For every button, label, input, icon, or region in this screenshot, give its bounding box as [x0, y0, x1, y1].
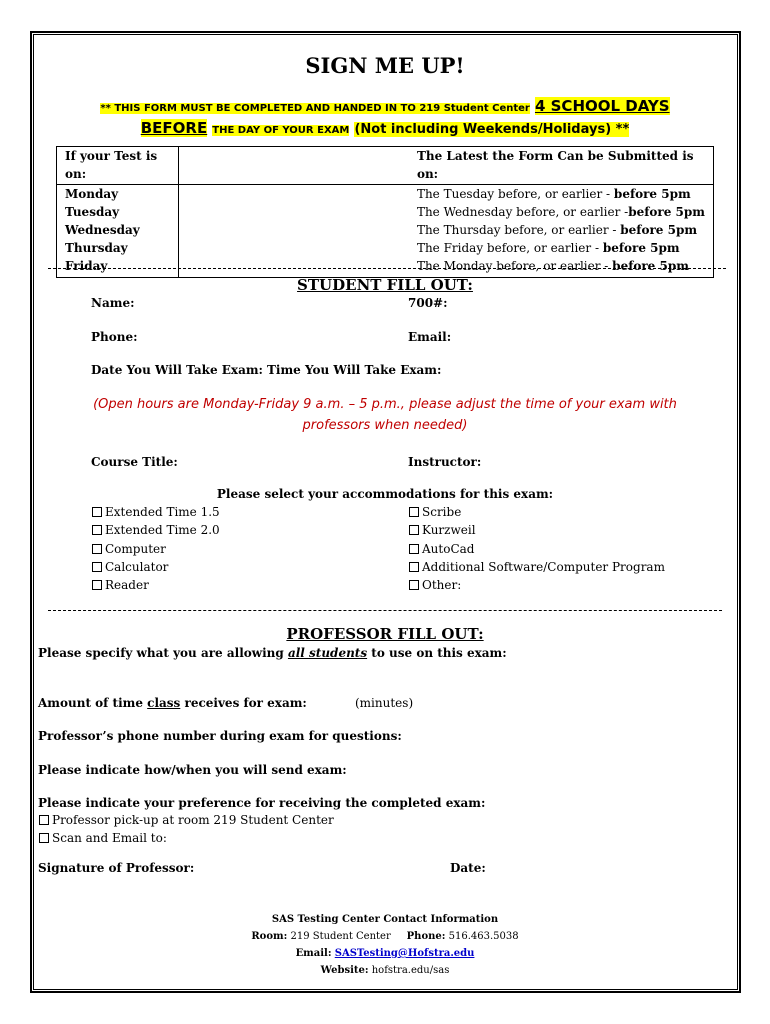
deadline-notice-line2 — [0, 118, 770, 137]
header-latest-date: The Latest the Form Can be Submitted is on: — [178, 147, 713, 185]
divider — [48, 610, 722, 611]
date-field[interactable]: Date: — [450, 861, 486, 875]
id700-field[interactable]: 700#: — [408, 296, 448, 310]
website-link[interactable]: hofstra.edu/sas — [371, 965, 450, 976]
notice-part4: THE DAY OF YOUR EXAM — [212, 125, 350, 136]
deadline-notice-line1 — [0, 96, 770, 115]
checkbox-extended-time-1-5[interactable]: Extended Time 1.5 — [92, 505, 220, 519]
day-cell: Monday — [65, 187, 119, 201]
name-field[interactable]: Name: — [91, 296, 135, 310]
checkbox-kurzweil[interactable]: Kurzweil — [409, 523, 476, 537]
email-field[interactable]: Email: — [408, 330, 452, 344]
checkbox-additional-software[interactable]: Additional Software/Computer Program — [409, 560, 665, 574]
notice-part5: (Not including Weekends/Holidays) ** — [354, 122, 630, 137]
day-cell: Thursday — [65, 241, 128, 255]
deadline-cell: The Tuesday before, or earlier - before 5pm — [416, 187, 691, 201]
minutes-label: (minutes) — [355, 696, 414, 710]
contact-room-phone: Room: 219 Student Center Phone: 516.463.5038 — [251, 931, 519, 942]
exam-time-field[interactable]: Time You Will Take Exam: — [267, 363, 442, 377]
checkbox-other[interactable]: Other: — [409, 578, 461, 592]
deadline-cell: The Wednesday before, or earlier -before 5pm — [416, 205, 705, 219]
exam-time-amount-field[interactable]: Amount of time class receives for exam: — [38, 696, 307, 710]
checkbox-calculator[interactable]: Calculator — [92, 560, 168, 574]
professor-section-title: PROFESSOR FILL OUT: — [286, 625, 484, 643]
day-cell: Wednesday — [65, 223, 140, 237]
divider — [48, 268, 726, 269]
exam-date-field[interactable]: Date You Will Take Exam: — [91, 363, 263, 377]
notice-part1: ** THIS FORM MUST BE COMPLETED AND HANDED IN TO 219 Student Center — [100, 103, 530, 114]
checkbox-autocad[interactable]: AutoCad — [409, 542, 474, 556]
page-title: SIGN ME UP! — [305, 53, 465, 78]
deadline-cell: The Monday before, or earlier - before 5pm — [416, 259, 689, 273]
contact-website: Website: hofstra.edu/sas — [320, 965, 450, 976]
day-cell: Friday — [65, 259, 108, 273]
email-link[interactable]: SASTesting@Hofstra.edu — [334, 948, 475, 959]
contact-heading: SAS Testing Center Contact Information — [271, 914, 499, 925]
phone-field[interactable]: Phone: — [91, 330, 138, 344]
checkbox-reader[interactable]: Reader — [92, 578, 149, 592]
instructor-field[interactable]: Instructor: — [408, 455, 482, 469]
checkbox-professor-pickup[interactable]: Professor pick-up at room 219 Student Center — [39, 813, 334, 827]
course-title-field[interactable]: Course Title: — [91, 455, 178, 469]
preference-prompt: Please indicate your preference for receiving the completed exam: — [38, 796, 486, 810]
signature-field[interactable]: Signature of Professor: — [38, 861, 195, 875]
send-exam-field[interactable]: Please indicate how/when you will send exam: — [38, 763, 347, 777]
deadline-table — [56, 146, 714, 278]
checkbox-scribe[interactable]: Scribe — [409, 505, 461, 519]
hours-note-line2: professors when needed) — [302, 418, 468, 433]
contact-email: Email: SASTesting@Hofstra.edu — [295, 948, 475, 959]
professor-phone-field[interactable]: Professor’s phone number during exam for questions: — [38, 729, 402, 743]
hours-note-line1: (Open hours are Monday-Friday 9 a.m. – 5 p.m., please adjust the time of your exam with — [93, 397, 677, 412]
accommodations-prompt: Please select your accommodations for this exam: — [216, 487, 554, 501]
checkbox-computer[interactable]: Computer — [92, 542, 166, 556]
checkbox-scan-email[interactable]: Scan and Email to: — [39, 831, 167, 845]
notice-part3: BEFORE — [140, 119, 208, 137]
allowed-materials-field[interactable]: Please specify what you are allowing all students to use on this exam: — [38, 646, 507, 660]
table-row — [57, 185, 714, 278]
table-header-row — [57, 147, 714, 185]
deadline-cell: The Friday before, or earlier - before 5pm — [416, 241, 680, 255]
checkbox-extended-time-2-0[interactable]: Extended Time 2.0 — [92, 523, 220, 537]
deadline-cell: The Thursday before, or earlier - before 5pm — [416, 223, 698, 237]
student-section-title: STUDENT FILL OUT: — [297, 276, 473, 294]
header-test-day: If your Test is on: — [57, 147, 179, 185]
day-cell: Tuesday — [65, 205, 120, 219]
notice-part2: 4 SCHOOL DAYS — [534, 97, 670, 115]
